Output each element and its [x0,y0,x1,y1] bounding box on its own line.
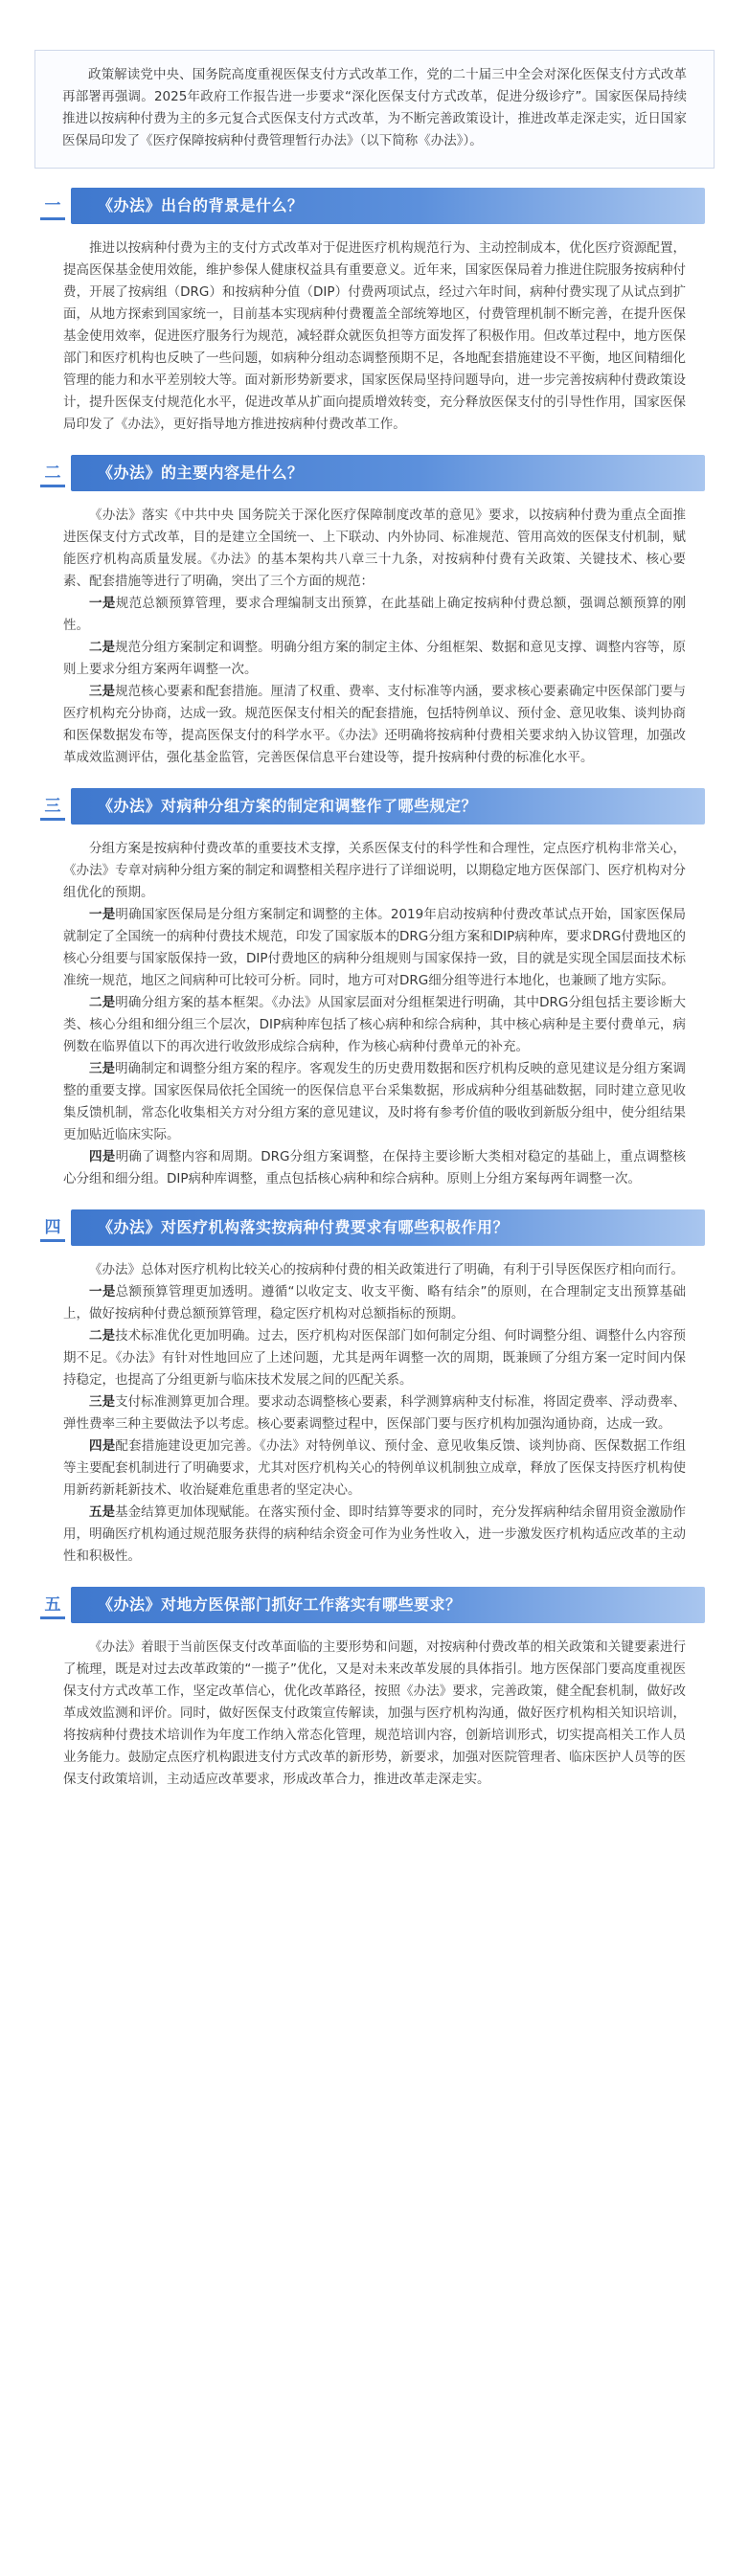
paragraph: 一是明确国家医保局是分组方案制定和调整的主体。2019年启动按病种付费改革试点开始，国家医保局就制定了全国统一的病种付费技术规范，印发了国家版本的DRG分组方案和DIP病种库，要求DRG付费地区的核心分组要与国家版保持一致，DIP付费地区的病种分组规则与国家保持一致，目的就是实现全国层面技术标准统一规范，地区之间病种可比较可分析。同时，地方可对DRG细分组等进行本地化，也兼顾了地方实际。 [63,907,687,988]
paragraph: 五是基金结算更加体现赋能。在落实预付金、即时结算等要求的同时，充分发挥病种结余留用资金激励作用，明确医疗机构通过规范服务获得的病种结余资金可作为业务性收入，进一步激发医疗机构适应改革的主动性和积极性。 [63,1504,687,1564]
paragraph: 分组方案是按病种付费改革的重要技术支撑，关系医保支付的科学性和合理性，定点医疗机构非常关心，《办法》专章对病种分组方案的制定和调整相关程序进行了详细说明，以期稳定地方医保部门、医疗机构对分组优化的预期。 [63,841,686,900]
section-grouping-scheme [34,788,715,1190]
section-number: 二 [36,457,69,489]
section-number: 五 [36,1589,69,1621]
section-body [34,224,715,436]
paragraph: 二是规范分组方案制定和调整。明确分组方案的制定主体、分组框架、数据和意见支撑、调整内容等，原则上要求分组方案两年调整一次。 [63,640,687,677]
paragraph: 三是明确制定和调整分组方案的程序。客观发生的历史费用数据和医疗机构反映的意见建议是分组方案调整的重要支撑。国家医保局依托全国统一的医保信息平台采集数据，形成病种分组基础数据，同时建立意见收集反馈机制，常态化收集相关方对分组方案的意见建议，及时将有参考价值的吸收到新版分组中，使分组结果更加贴近临床实际。 [63,1061,687,1142]
section-body [34,825,715,1190]
section-local-requirements [34,1587,715,1791]
section-heading [44,1587,705,1623]
paragraph: 一是规范总额预算管理，要求合理编制支出预算，在此基础上确定按病种付费总额，强调总额预算的刚性。 [63,596,687,633]
intro-text: 政策解读党中央、国务院高度重视医保支付方式改革工作，党的二十届三中全会对深化医保支付方式改革再部署再强调。2025年政府工作报告进一步要求“深化医保支付方式改革，促进分级诊疗”。国家医保局持续推进以按病种付费为主的多元复合式医保支付方式改革，为不断完善政策设计，推进改革走深走实，近日国家医保局印发了《医疗保障按病种付费管理暂行办法》（以下简称《办法》）。 [62,67,687,148]
paragraph: 四是配套措施建设更加完善。《办法》对特例单议、预付金、意见收集反馈、谈判协商、医保数据工作组等主要配套机制进行了明确要求，尤其对医疗机构关心的特例单议机制独立成章，释放了医保支持医疗机构使用新药新耗新技术、收治疑难危重患者的坚定决心。 [63,1438,687,1498]
paragraph: 三是支付标准测算更加合理。要求动态调整核心要素，科学测算病种支付标准，将固定费率、浮动费率、弹性费率三种主要做法予以考虑。核心要素调整过程中，医保部门要与医疗机构加强沟通协商，达成一致。 [63,1394,687,1432]
intro-box [34,50,715,169]
section-title: 《办法》对地方医保部门抓好工作落实有哪些要求？ [98,1595,462,1614]
paragraph: 《办法》着眼于当前医保支付改革面临的主要形势和问题，对按病种付费改革的相关政策和关键要素进行了梳理，既是对过去改革政策的“一揽子”优化，又是对未来改革发展的具体指引。地方医保部门要高度重视医保支付方式改革工作，坚定改革信心，优化改革路径，按照《办法》要求，完善政策，健全配套机制，做好改革成效监测和评价。同时，做好医保支付政策宣传解读，加强与医疗机构沟通，做好医疗机构相关知识培训，将按病种付费技术培训作为年度工作纳入常态化管理，规范培训内容，创新培训形式，切实提高相关工作人员业务能力。鼓励定点医疗机构跟进支付方式改革的新形势，新要求，加强对医院管理者、临床医护人员等的医保支付政策培训，主动适应改革要求，形成改革合力，推进改革走深走实。 [63,1639,686,1787]
section-title: 《办法》对病种分组方案的制定和调整作了哪些规定？ [98,797,478,815]
paragraph: 三是规范核心要素和配套措施。厘清了权重、费率、支付标准等内涵，要求核心要素确定中医保部门要与医疗机构充分协商，达成一致。规范医保支付相关的配套措施，包括特例单议、预付金、意见收集、谈判协商和医保数据发布等，提高医保支付的科学水平。《办法》还明确将按病种付费相关要求纳入协议管理，加强改革成效监测评估，强化基金监管，完善医保信息平台建设等，提升按病种付费的标准化水平。 [63,684,687,765]
paragraph: 二是明确分组方案的基本框架。《办法》从国家层面对分组框架进行明确，其中DRG分组包括主要诊断大类、核心分组和细分组三个层次，DIP病种库包括了核心病种和综合病种，其中核心病种是主要付费单元，病例数在临界值以下的再次进行收敛形成综合病种，作为核心病种付费单元的补充。 [63,995,686,1054]
section-number: 一 [36,190,69,222]
section-body [34,1246,715,1568]
paragraph: 《办法》落实《中共中央 国务院关于深化医疗保障制度改革的意见》要求，以按病种付费为重点全面推进医保支付方式改革，目的是建立全国统一、上下联动、内外协同、标准规范、管用高效的医保支付机制，赋能医疗机构高质量发展。《办法》的基本架构共八章三十九条，对按病种付费有关政策、关键技术、核心要素、配套措施等进行了明确，突出了三个方面的规范： [63,508,686,589]
section-main-content [34,455,715,769]
paragraph: 四是明确了调整内容和周期。DRG分组方案调整，在保持主要诊断大类相对稳定的基础上，重点调整核心分组和细分组。DIP病种库调整，重点包括核心病种和综合病种。原则上分组方案每两年调整一次。 [63,1149,686,1186]
section-heading [44,455,705,491]
section-medical-institutions [34,1209,715,1568]
section-heading [44,1209,705,1246]
paragraph: 《办法》总体对医疗机构比较关心的按病种付费的相关政策进行了明确，有利于引导医保医疗相向而行。 [89,1262,684,1277]
section-body [34,491,715,769]
section-title: 《办法》出台的背景是什么？ [98,196,304,215]
section-number: 三 [36,790,69,823]
section-title: 《办法》对医疗机构落实按病种付费要求有哪些积极作用？ [98,1218,510,1236]
section-number: 四 [36,1211,69,1244]
section-title: 《办法》的主要内容是什么？ [98,463,304,482]
section-background [34,188,715,436]
paragraph: 一是总额预算管理更加透明。遵循“以收定支、收支平衡、略有结余”的原则，在合理制定支出预算基础上，做好按病种付费总额预算管理，稳定医疗机构对总额指标的预期。 [63,1284,686,1322]
paragraph: 二是技术标准优化更加明确。过去，医疗机构对医保部门如何制定分组、何时调整分组、调整什么内容预期不足。《办法》有针对性地回应了上述问题，尤其是两年调整一次的周期，既兼顾了分组方案一定时间内保持稳定，也提高了分组更新与临床技术发展之间的匹配关系。 [63,1328,687,1388]
paragraph: 推进以按病种付费为主的支付方式改革对于促进医疗机构规范行为、主动控制成本，优化医疗资源配置，提高医保基金使用效能，维护参保人健康权益具有重要意义。近年来，国家医保局着力推进住院服务按病种付费，开展了按病组（DRG）和按病种分值（DIP）付费两项试点，经过六年时间，病种付费实现了从试点到扩面，从地方探索到国家统一，目前基本实现病种付费覆盖全部统筹地区，付费管理机制不断完善，在提升医保基金使用效率，促进医疗服务行为规范，减轻群众就医负担等方面发挥了积极作用。但改革过程中，地方医保部门和医疗机构也反映了一些问题，如病种分组动态调整预期不足，各地配套措施建设不平衡，地区间精细化管理的能力和水平差别较大等。面对新形势新要求，国家医保局坚持问题导向，进一步完善按病种付费政策设计，提升医保支付规范化水平，促进改革从扩面向提质增效转变，充分释放医保支付的引导性作用，国家医保局印发了《办法》，更好指导地方推进按病种付费改革工作。 [63,240,686,432]
section-heading [44,788,705,825]
section-body [34,1623,715,1791]
section-heading [44,188,705,224]
